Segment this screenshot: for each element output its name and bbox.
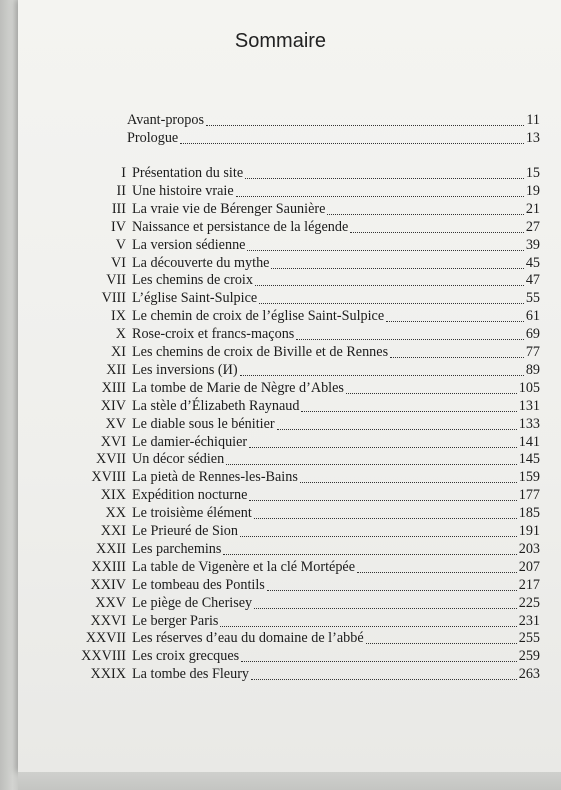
chapter-number: X — [115, 326, 126, 343]
toc-entry-page: 89 — [525, 361, 540, 378]
chapter-number: XXI — [100, 523, 126, 539]
chapter-number: VII — [106, 272, 126, 289]
toc-entry-page: 21 — [525, 200, 540, 217]
page-title: Sommaire — [234, 30, 327, 52]
toc-entry-label: Le damier-échiquier — [132, 433, 248, 450]
toc-entry-page: 13 — [525, 130, 540, 146]
toc-entry-label: Les parchemins — [132, 540, 222, 557]
leader-dots — [220, 626, 516, 627]
toc-entry-label: Le tombeau des Pontils — [132, 576, 265, 593]
toc-entry-page: 15 — [525, 165, 540, 181]
leader-dots — [386, 321, 524, 322]
toc-entry-label: Les inversions (И) — [132, 361, 238, 378]
chapter-number: XVII — [96, 451, 126, 468]
toc-entry-page: 105 — [518, 379, 540, 396]
chapter-number: V — [115, 236, 126, 253]
leader-dots — [223, 554, 516, 555]
chapter-number: XIX — [100, 487, 126, 504]
toc-entry-label: La vraie vie de Bérenger Saunière — [132, 200, 326, 217]
toc-entry-page: 61 — [525, 308, 540, 325]
leader-dots — [350, 232, 524, 233]
leader-dots — [206, 125, 524, 126]
chapter-number: XXIX — [90, 666, 126, 683]
toc-entry-front — [127, 112, 540, 130]
toc-entry-label: La tombe de Marie de Nègre d’Ables — [132, 379, 344, 396]
toc-entry-page: 141 — [518, 433, 540, 450]
toc-entry-page: 177 — [518, 487, 540, 504]
toc-entry-page: 225 — [518, 594, 540, 611]
toc-entry — [0, 451, 540, 469]
chapter-number: XVIII — [91, 469, 126, 486]
toc-entry-label: Les chemins de croix — [132, 272, 253, 289]
chapter-number: XI — [111, 344, 126, 360]
leader-dots — [271, 268, 523, 269]
chapter-number: XXII — [96, 540, 126, 557]
toc-entry — [0, 344, 540, 362]
toc-entry — [0, 326, 540, 344]
toc-entry-page: 11 — [526, 112, 540, 128]
toc-entry — [0, 541, 540, 559]
leader-dots — [240, 536, 517, 537]
leader-dots — [357, 572, 517, 573]
toc-entry-label: La stèle d’Élizabeth Raynaud — [132, 397, 300, 414]
toc-entry-page: 259 — [518, 648, 540, 665]
leader-dots — [390, 357, 524, 358]
toc-entry-label: La pietà de Rennes-les-Bains — [132, 469, 298, 486]
toc-entry — [0, 290, 540, 308]
toc-entry-label: Les croix grecques — [132, 648, 240, 665]
chapter-number: XXIV — [90, 576, 126, 593]
toc-entry — [0, 308, 540, 326]
chapter-number: XXVIII — [81, 648, 126, 665]
toc-entry — [0, 523, 540, 541]
toc-entry-page: 47 — [525, 272, 540, 289]
toc-entry-label: Le berger Paris — [132, 612, 219, 629]
toc-entry-label: Le troisième élément — [132, 505, 252, 522]
toc-entry-page: 185 — [518, 505, 540, 522]
toc-entry-label: Le chemin de croix de l’église Saint-Sulpice — [132, 308, 385, 325]
leader-dots — [240, 375, 524, 376]
toc-entry-page: 27 — [525, 218, 540, 235]
toc-entry-label: Le diable sous le bénitier — [132, 415, 275, 432]
toc-entry — [0, 416, 540, 434]
toc-entry-page: 69 — [525, 326, 540, 343]
toc-entry — [0, 255, 540, 273]
chapter-number: XVI — [100, 433, 126, 450]
toc-entry-page: 159 — [518, 469, 540, 486]
toc-entry-page: 39 — [525, 236, 540, 253]
toc-entry-front — [127, 130, 540, 148]
toc-entry-label: La tombe des Fleury — [132, 666, 250, 683]
toc-entry — [0, 595, 540, 613]
leader-dots — [366, 643, 517, 644]
chapter-number: XXVI — [90, 612, 126, 629]
toc-entry-page: 231 — [518, 612, 540, 629]
chapter-number: IX — [111, 308, 126, 325]
toc-entry-label: Rose-croix et francs-maçons — [132, 326, 295, 343]
chapter-number: XV — [105, 415, 126, 432]
toc-entry-label: Une histoire vraie — [132, 182, 234, 199]
leader-dots — [226, 464, 517, 465]
toc-entry — [0, 219, 540, 237]
toc-entry-page: 45 — [525, 254, 540, 271]
toc-entry — [0, 183, 540, 201]
toc-entry-label: Les réserves d’eau du domaine de l’abbé — [132, 630, 364, 647]
leader-dots — [245, 178, 524, 179]
toc-entry-label: Le piège de Cherisey — [132, 594, 253, 611]
chapter-number: XXIII — [91, 558, 126, 575]
toc-entry-label: La table de Vigenère et la clé Mortépée — [132, 558, 356, 575]
toc-entry-label: Présentation du site — [132, 165, 244, 181]
leader-dots — [267, 590, 517, 591]
leader-dots — [254, 608, 517, 609]
leader-dots — [241, 661, 517, 662]
leader-dots — [277, 429, 517, 430]
toc-entry-page: 19 — [525, 182, 540, 199]
toc-entry-page: 55 — [525, 290, 540, 307]
chapter-number: IV — [111, 218, 126, 235]
toc-entry — [0, 362, 540, 380]
toc-entry-label: La découverte du mythe — [132, 254, 270, 271]
leader-dots — [251, 679, 517, 680]
toc-entry-label: Prologue — [127, 130, 179, 146]
toc-entry — [0, 487, 540, 505]
leader-dots — [300, 482, 517, 483]
chapter-number: I — [121, 165, 126, 181]
leader-dots — [259, 303, 524, 304]
toc-entry-page: 191 — [518, 523, 540, 539]
toc-entry-label: Expédition nocturne — [132, 487, 248, 504]
leader-dots — [247, 250, 523, 251]
leader-dots — [301, 411, 516, 412]
toc-entry-label: Les chemins de croix de Biville et de Rennes — [132, 344, 389, 360]
toc-entry-page: 133 — [518, 415, 540, 432]
leader-dots — [296, 339, 524, 340]
toc-entry — [0, 272, 540, 290]
toc-entry-page: 207 — [518, 558, 540, 575]
leader-dots — [254, 518, 517, 519]
leader-dots — [346, 393, 517, 394]
toc-entry-page: 217 — [518, 576, 540, 593]
chapter-number: III — [111, 200, 126, 217]
chapter-number: XII — [106, 361, 126, 378]
toc-entry — [0, 237, 540, 255]
chapter-number: XX — [105, 505, 126, 522]
leader-dots — [255, 285, 524, 286]
toc-entry — [0, 559, 540, 577]
chapter-number: II — [116, 182, 126, 199]
toc-entry — [0, 505, 540, 523]
chapter-number: XXVII — [85, 630, 126, 647]
toc-entry-page: 77 — [525, 344, 540, 360]
toc-entry-label: Avant-propos — [127, 112, 204, 128]
toc-entry — [0, 434, 540, 452]
leader-dots — [249, 500, 516, 501]
toc-entry — [0, 577, 540, 595]
chapter-number: VIII — [101, 290, 126, 307]
leader-dots — [327, 214, 523, 215]
toc-entry-page: 203 — [518, 540, 540, 557]
toc-entry-page: 263 — [518, 666, 540, 683]
chapter-number: XIV — [100, 397, 126, 414]
page-bottom-edge — [18, 772, 561, 790]
chapter-number: XIII — [101, 379, 126, 396]
chapter-number: VI — [111, 254, 126, 271]
toc-entry — [0, 201, 540, 219]
toc-entry — [0, 469, 540, 487]
toc-entry-label: Un décor sédien — [132, 451, 225, 468]
leader-dots — [180, 143, 524, 144]
toc-entry — [0, 613, 540, 631]
toc-entry-label: L’église Saint-Sulpice — [132, 290, 258, 307]
toc-entry-label: La version sédienne — [132, 236, 246, 253]
toc-entry — [0, 630, 540, 648]
toc-entry — [0, 165, 540, 183]
chapter-number: XXV — [95, 594, 126, 611]
toc-entry-label: Le Prieuré de Sion — [132, 523, 238, 539]
leader-dots — [249, 447, 517, 448]
toc-entry-page: 255 — [518, 630, 540, 647]
toc-entry — [0, 648, 540, 666]
toc-entry-label: Naissance et persistance de la légende — [132, 218, 349, 235]
toc-entry — [0, 666, 540, 684]
toc-entry-page: 131 — [518, 397, 540, 414]
leader-dots — [236, 196, 524, 197]
toc-entry-page: 145 — [518, 451, 540, 468]
toc-entry — [0, 380, 540, 398]
toc-entry — [0, 398, 540, 416]
